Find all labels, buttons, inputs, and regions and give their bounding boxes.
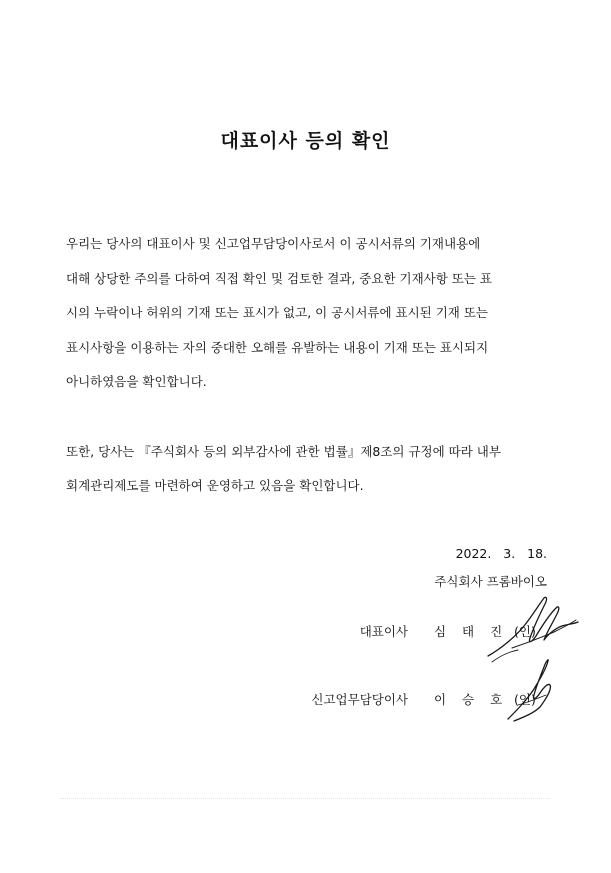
seal-mark-ceo: (인): [514, 624, 536, 639]
document-title: 대표이사 등의 확인: [220, 130, 391, 152]
signatory-name-disclosure-director: 이 승 호: [434, 692, 509, 707]
paragraph1-line-3: 시의 누락이나 허위의 기재 또는 표시가 없고, 이 공시서류에 표시된 기재 또는: [66, 305, 489, 320]
company-name: 주식회사 프롬바이오: [434, 574, 547, 589]
seal-mark-disclosure-director: (인): [514, 692, 536, 707]
signatory-name-ceo: 심 태 진: [434, 624, 509, 639]
document-date: 2022. 3. 18.: [455, 546, 547, 561]
handwritten-signature-disclosure-director: [500, 655, 560, 725]
paragraph1-line-2: 대해 상당한 주의를 다하여 직접 확인 및 검토한 결과, 중요한 기재사항 또는 표: [66, 271, 492, 286]
signatory-role-ceo: 대표이사: [359, 624, 408, 639]
paragraph1-line-5: 아니하였음을 확인합니다.: [66, 374, 207, 389]
footer-divider: [60, 798, 550, 799]
handwritten-signature-ceo: [482, 590, 582, 665]
paragraph2-line-1: 또한, 당사는 『주식회사 등의 외부감사에 관한 법률』제8조의 규정에 따라 내부: [66, 444, 501, 459]
paragraph1-line-4: 표시사항을 이용하는 자의 중대한 오해를 유발하는 내용이 기재 또는 표시되지: [66, 340, 489, 355]
paragraph1-line-1: 우리는 당사의 대표이사 및 신고업무담당이사로서 이 공시서류의 기재내용에: [66, 236, 481, 251]
signatory-role-disclosure-director: 신고업무담당이사: [311, 692, 408, 707]
paragraph2-line-2: 회계관리제도를 마련하여 운영하고 있음을 확인합니다.: [66, 478, 364, 493]
